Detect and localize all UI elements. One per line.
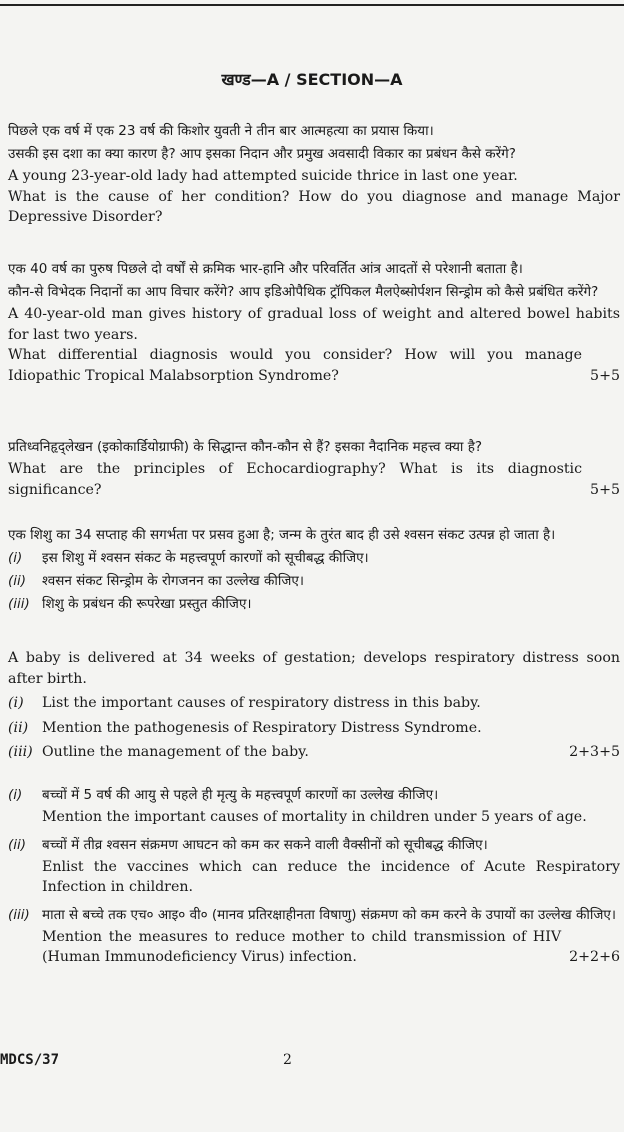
q1-hindi-line-1: पिछले एक वर्ष में एक 23 वर्ष की किशोर युवती ने तीन बार आत्महत्या का प्रयास किया। — [8, 123, 434, 139]
q2-hindi-line-1: एक 40 वर्ष का पुरुष पिछले दो वर्षों से क्रमिक भार-हानि और परिवर्तित आंत्र आदतों से परेशानी बताता है। — [8, 261, 523, 277]
q2-hindi-line-2: कौन-से विभेदक निदानों का आप विचार करेंगे? आप इडिओपैथिक ट्रॉपिकल मैलऐब्सोर्पशन सिन्ड्रोम को कैसे प्रबंधित करेंगे? — [8, 284, 599, 300]
item-text: Mention the pathogenesis of Respiratory Distress Syndrome. — [42, 719, 482, 736]
q1-english-line-1: A young 23-year-old lady had attempted suicide thrice in last one year. — [8, 168, 518, 184]
item-text: Outline the management of the baby. — [42, 744, 309, 760]
item-number: (i) — [8, 695, 24, 711]
q2-english-line-1: A 40-year-old man gives history of gradual loss of weight and altered bowel habits for last two years. — [8, 306, 620, 343]
top-rule — [0, 4, 624, 6]
q3-hindi: प्रतिध्वनिहृद्लेखन (इकोकार्डियोग्राफी) के सिद्धान्त कौन-कौन से हैं? इसका नैदानिक महत्त्व क्या है? — [8, 439, 483, 455]
item-number: (ii) — [8, 573, 27, 589]
item-hindi: बच्चों में 5 वर्ष की आयु से पहले ही मृत्यु के महत्त्वपूर्ण कारणों का उल्लेख कीजिए। — [42, 787, 439, 803]
q4-hindi-item-2 — [8, 570, 620, 593]
item-number: (iii) — [8, 596, 30, 612]
item-hindi: बच्चों में तीव्र श्वसन संक्रमण आघटन को कम कर सकने वाली वैक्सीनों को सूचीबद्ध कीजिए। — [42, 836, 488, 853]
q5-item-1 — [8, 784, 620, 828]
item-hindi: माता से बच्चे तक एच० आइ० वी० (मानव प्रतिरक्षाहीनता विषाणु) संक्रमण को कम करने के उपायों का उल्लेख कीजिए। — [42, 906, 616, 923]
item-text: श्वसन संकट सिन्ड्रोम के रोगजनन का उल्लेख कीजिए। — [42, 573, 304, 589]
q4-marks: 2+3+5 — [569, 744, 620, 760]
item-number: (iii) — [8, 744, 33, 760]
question-1 — [8, 120, 620, 228]
q4-hindi-item-1 — [8, 547, 620, 570]
item-number: (i) — [8, 550, 23, 566]
question-5 — [8, 784, 620, 968]
q4-english-item-2 — [8, 718, 620, 739]
q4-english-intro: A baby is delivered at 34 weeks of gestation; develops respiratory distress soon after birth. — [8, 650, 620, 687]
q2-english-line-2: What differential diagnosis would you consider? How will you manage Idiopathic Tropical Malabsorption Syndrome? — [8, 347, 583, 384]
item-english: Mention the important causes of mortality in children under 5 years of age. — [42, 809, 587, 825]
q4-english-item-3 — [8, 742, 620, 763]
q4-english-item-1 — [8, 693, 620, 714]
item-number: (i) — [8, 787, 23, 803]
item-text: List the important causes of respiratory distress in this baby. — [42, 695, 481, 711]
item-number: (ii) — [8, 719, 29, 736]
item-number: (ii) — [8, 836, 27, 853]
q3-marks: 5+5 — [590, 481, 620, 498]
q4-hindi-intro: एक शिशु का 34 सप्ताह की सगर्भता पर प्रसव हुआ है; जन्म के तुरंत बाद ही उसे श्वसन संकट उत्पन्न हो जाता है। — [8, 527, 556, 543]
item-text: इस शिशु में श्वसन संकट के महत्त्वपूर्ण कारणों को सूचीबद्ध कीजिए। — [42, 550, 369, 566]
q5-item-3 — [8, 904, 620, 968]
question-4-english — [8, 648, 620, 763]
q5-item-2 — [8, 834, 620, 898]
q1-english-line-2: What is the cause of her condition? How do you diagnose and manage Major Depressive Disorder? — [8, 188, 620, 225]
q5-marks: 2+2+6 — [569, 949, 620, 965]
item-text: शिशु के प्रबंधन की रूपरेखा प्रस्तुत कीजिए। — [42, 596, 252, 612]
page-number: 2 — [283, 1052, 292, 1068]
item-english: Mention the measures to reduce mother to child transmission of HIV (Human Immunodeficiency Virus) infection. — [42, 928, 562, 965]
section-heading: खण्ड—A / SECTION—A — [221, 70, 403, 89]
question-2 — [8, 258, 620, 386]
question-3 — [8, 436, 620, 500]
item-english: Enlist the vaccines which can reduce the incidence of Acute Respiratory Infection in children. — [42, 858, 620, 895]
paper-code: MDCS/37 — [0, 1052, 60, 1068]
item-number: (iii) — [8, 906, 30, 923]
q1-hindi-line-2: उसकी इस दशा का क्या कारण है? आप इसका निदान और प्रमुख अवसादी विकार का प्रबंधन कैसे करेंगे? — [8, 146, 516, 162]
q4-hindi-item-3 — [8, 593, 620, 616]
question-4 — [8, 524, 620, 616]
q3-english: What are the principles of Echocardiography? What is its diagnostic significance? — [8, 461, 583, 498]
q2-marks: 5+5 — [590, 367, 620, 384]
